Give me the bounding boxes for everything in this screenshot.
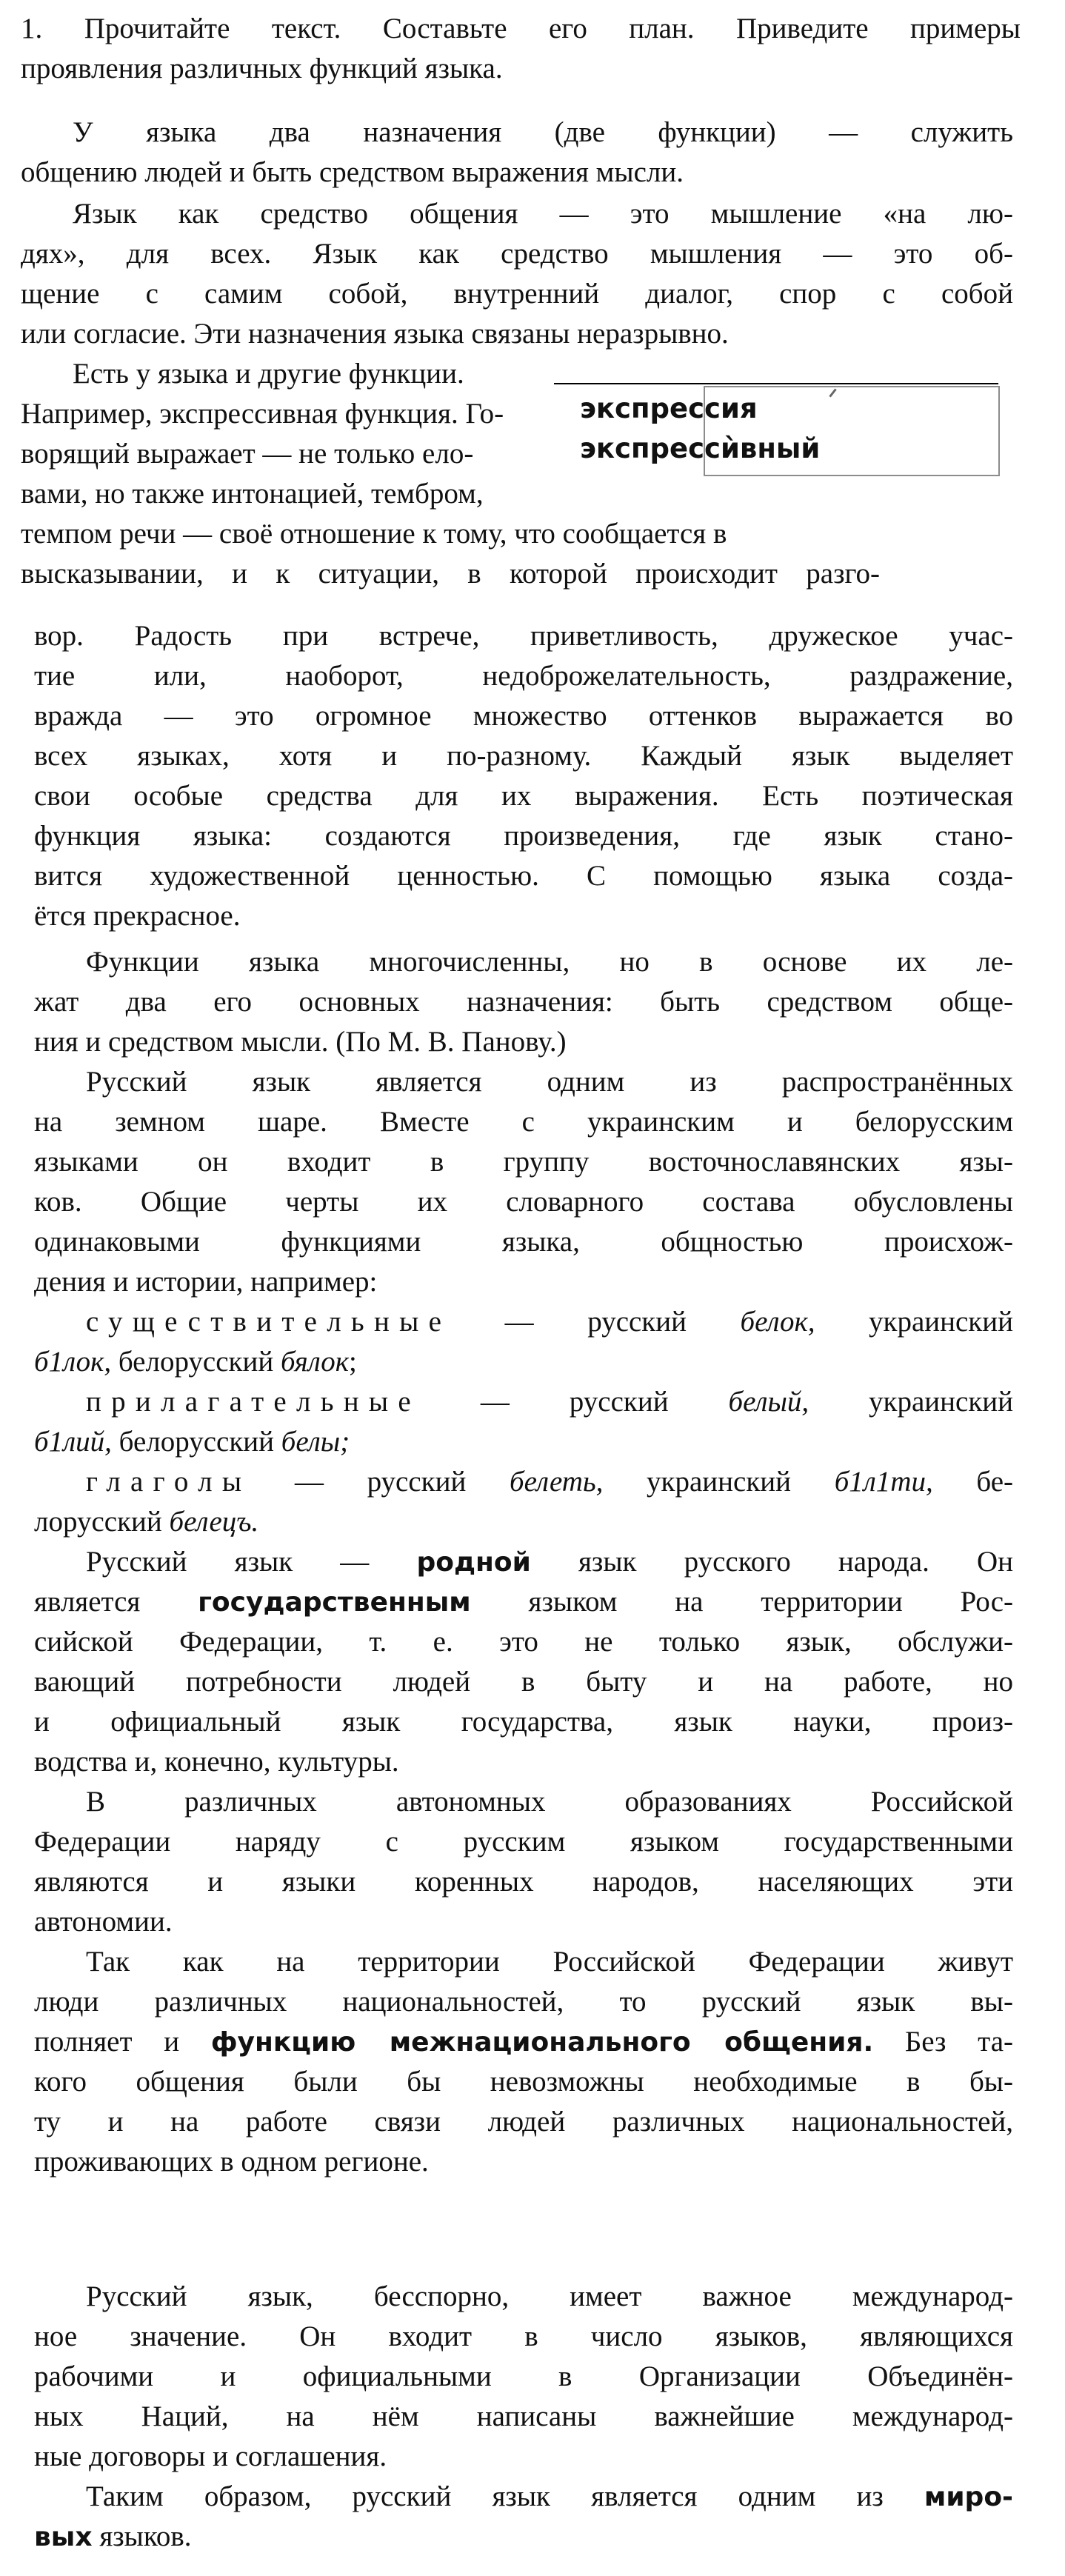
paragraph	[34, 1062, 1013, 1302]
example-adjectives-cont: б1лий, белорусский белы;	[34, 1426, 350, 1458]
text-line: Есть у языка и другие функции.	[73, 358, 464, 390]
text-line: Русский язык — родной язык русского народа. Он	[86, 1546, 1014, 1578]
example-nouns-cont: б1лок, белорусский бялок;	[34, 1346, 357, 1378]
paragraph	[34, 1942, 1013, 2182]
text-line: ётся прекрасное.	[34, 900, 241, 932]
text-line: водства и, конечно, культуры.	[34, 1746, 399, 1778]
text-line: Таким образом, русский язык является одним из миро-	[86, 2480, 1013, 2512]
text-line: проявления различных функций языка.	[21, 53, 503, 84]
vocabulary-word: экспрессѝвный	[580, 433, 821, 464]
example-list	[34, 1302, 1013, 1542]
text-line: Русский язык является одним из распространённых	[86, 1066, 1013, 1098]
text-line: ния и средством мысли. (По М. В. Панову.)	[34, 1026, 567, 1058]
text-line: Федерации наряду с русским языком государственными	[34, 1826, 1013, 1858]
text-line: вами, но также интонацией, тембром,	[21, 478, 484, 510]
example-nouns: существительные — русский белок, украинский	[86, 1306, 1013, 1338]
text-line: полняет и функцию межнационального общения. Без та-	[34, 2026, 1013, 2058]
paragraph	[34, 942, 1013, 1062]
text-line: Например, экспрессивная функция. Го-	[21, 398, 504, 430]
text-line: языками он входит в группу восточнославянских язы-	[34, 1146, 1013, 1178]
text-line: всех языках, хотя и по-разному. Каждый язык выделяет	[34, 740, 1013, 772]
text-line: одинаковыми функциями языка, общностью происхож-	[34, 1226, 1013, 1258]
text-line: на земном шаре. Вместе с украинским и белорусским	[34, 1106, 1013, 1138]
text-line: функция языка: создаются произведения, где язык стано-	[34, 820, 1013, 852]
text-line: ные договоры и соглашения.	[34, 2440, 387, 2472]
text-line: 1. Прочитайте текст. Составьте его план. Приведите примеры	[21, 13, 1021, 44]
text-line: является государственным языком на территории Рос-	[34, 1586, 1013, 1618]
text-line: ков. Общие черты их словарного состава обусловлены	[34, 1186, 1013, 1218]
text-line: автономии.	[34, 1906, 173, 1938]
text-line: вражда — это огромное множество оттенков выражается во	[34, 700, 1013, 732]
paragraph	[21, 113, 1013, 193]
paragraph	[21, 194, 1013, 354]
text-line: тие или, наоборот, недоброжелательность, раздражение,	[34, 660, 1013, 692]
answer-fill-line	[554, 383, 998, 384]
text-line: Язык как средство общения — это мышление «на лю-	[73, 198, 1013, 230]
text-line: ных Наций, на нём написаны важнейшие международ-	[34, 2400, 1013, 2432]
text-line: являются и языки коренных народов, населяющих эти	[34, 1866, 1013, 1898]
text-line: вых языков.	[34, 2520, 192, 2552]
text-line: вор. Радость при встрече, приветливость, дружеское учас-	[34, 620, 1013, 652]
text-line: высказывании, и к ситуации, в которой происходит разго-	[21, 558, 880, 590]
text-line: общению людей и быть средством выражения мысли.	[21, 156, 684, 188]
text-line: дях», для всех. Язык как средство мышления — это об-	[21, 238, 1013, 270]
paragraph	[34, 1542, 1013, 1782]
text-line: щение с самим собой, внутренний диалог, спор с собой	[21, 278, 1013, 310]
text-line: или согласие. Эти назначения языка связаны неразрывно.	[21, 318, 729, 350]
text-line: В различных автономных образованиях Российской	[86, 1786, 1013, 1818]
task-heading	[21, 9, 1021, 89]
text-line: кого общения были бы невозможны необходимые в бы-	[34, 2066, 1013, 2098]
paragraph	[34, 616, 1013, 936]
paragraph	[34, 2477, 1013, 2557]
text-line: Функции языка многочисленны, но в основе их ле-	[86, 946, 1013, 978]
text-line: люди различных национальностей, то русский язык вы-	[34, 1986, 1013, 2018]
text-line: рабочими и официальными в Организации Объединён-	[34, 2360, 1013, 2392]
text-line: и официальный язык государства, язык науки, произ-	[34, 1706, 1013, 1738]
example-verbs-cont: лорусский белецъ.	[34, 1506, 259, 1538]
text-line: Русский язык, бесспорно, имеет важное международ-	[86, 2280, 1013, 2312]
vocabulary-word: экспрессия	[580, 393, 758, 424]
text-line: сийской Федерации, т. е. это не только язык, обслужи-	[34, 1626, 1013, 1658]
text-line: ное значение. Он входит в число языков, являющихся	[34, 2320, 1013, 2352]
example-verbs: глаголы — русский белеть, украинский б1л1ти, бе-	[86, 1466, 1013, 1498]
text-line: ворящий выражает — не только ело-	[21, 438, 474, 470]
text-line: вится художественной ценностью. С помощью языка созда-	[34, 860, 1013, 892]
text-line: темпом речи — своё отношение к тому, что сообщается в	[21, 518, 727, 550]
text-line: У языка два назначения (две функции) — служить	[73, 116, 1013, 148]
text-line: ту и на работе связи людей различных национальностей,	[34, 2106, 1013, 2138]
text-line: свои особые средства для их выражения. Есть поэтическая	[34, 780, 1013, 812]
paragraph	[34, 2277, 1013, 2477]
paragraph	[34, 1782, 1013, 1942]
text-line: Так как на территории Российской Федерации живут	[86, 1946, 1013, 1978]
example-adjectives: прилагательные — русский белый, украинский	[86, 1386, 1014, 1418]
text-line: дения и истории, например:	[34, 1266, 378, 1298]
text-line: жат два его основных назначения: быть средством обще-	[34, 986, 1013, 1018]
text-line: вающий потребности людей в быту и на работе, но	[34, 1666, 1013, 1698]
text-line: проживающих в одном регионе.	[34, 2146, 429, 2178]
